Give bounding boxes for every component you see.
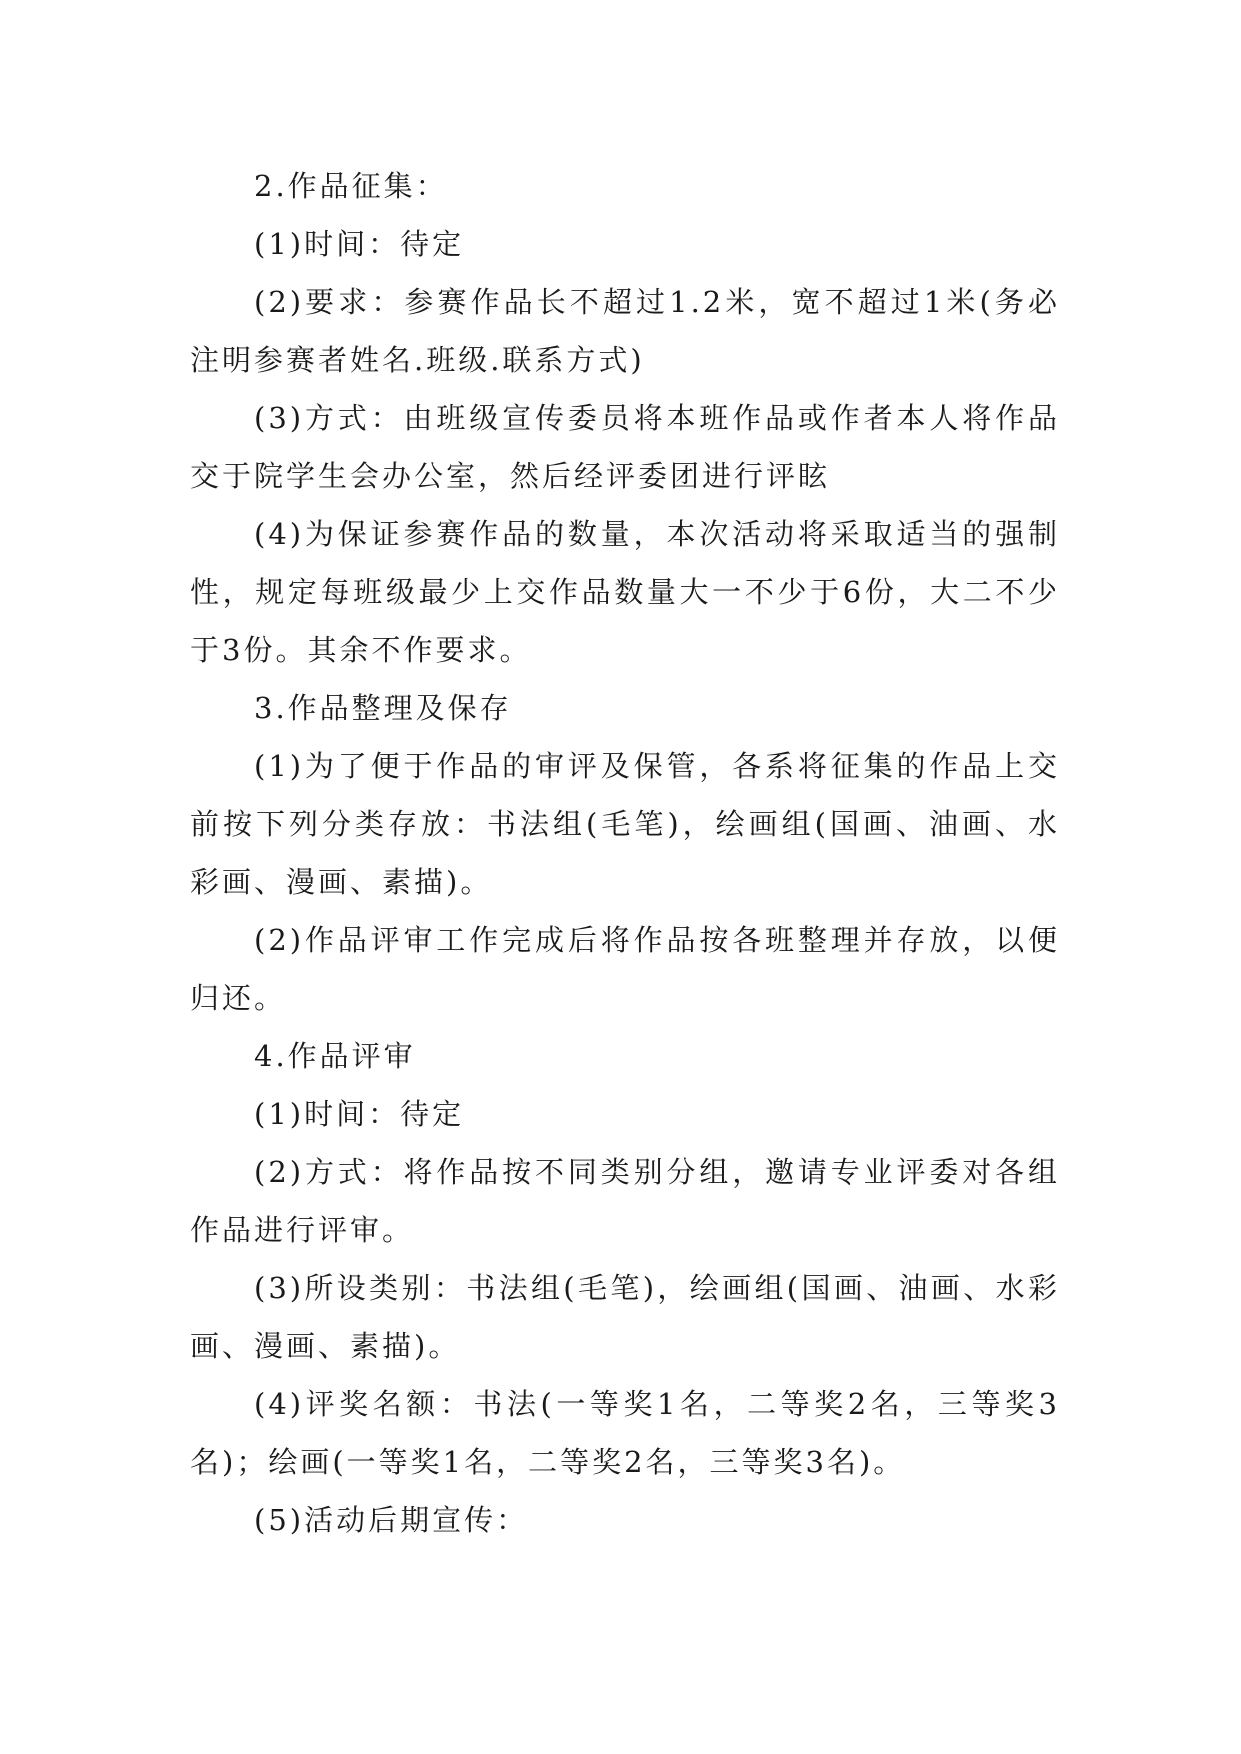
paragraph: (3)方式：由班级宣传委员将本班作品或作者本人将作品交于院学生会办公室，然后经评委团进行评眩 xyxy=(190,401,1060,493)
section-heading-organize: 3.作品整理及保存 xyxy=(254,691,512,725)
paragraph: (4)为保证参赛作品的数量，本次活动将采取适当的强制性，规定每班级最少上交作品数量大一不少于6份，大二不少于3份。其余不作要求。 xyxy=(190,517,1060,667)
paragraph: (1)时间：待定 xyxy=(254,227,465,261)
section-heading-review: 4.作品评审 xyxy=(254,1039,416,1073)
paragraph: (4)评奖名额：书法(一等奖1名，二等奖2名，三等奖3名)；绘画(一等奖1名，二等奖2名，三等奖3名)。 xyxy=(190,1387,1060,1479)
paragraph: (2)方式：将作品按不同类别分组，邀请专业评委对各组作品进行评审。 xyxy=(190,1155,1060,1247)
paragraph: (1)为了便于作品的审评及保管，各系将征集的作品上交前按下列分类存放：书法组(毛笔)，绘画组(国画、油画、水彩画、漫画、素描)。 xyxy=(190,749,1060,899)
paragraph: (2)作品评审工作完成后将作品按各班整理并存放，以便归还。 xyxy=(190,923,1060,1015)
paragraph: (1)时间：待定 xyxy=(254,1097,465,1131)
paragraph: (3)所设类别：书法组(毛笔)，绘画组(国画、油画、水彩画、漫画、素描)。 xyxy=(190,1271,1060,1363)
paragraph: (5)活动后期宣传： xyxy=(254,1503,529,1537)
paragraph: (2)要求：参赛作品长不超过1.2米，宽不超过1米(务必注明参赛者姓名.班级.联系方式) xyxy=(190,285,1060,377)
section-heading-collection: 2.作品征集： xyxy=(254,169,448,203)
document-body xyxy=(190,157,1060,1549)
